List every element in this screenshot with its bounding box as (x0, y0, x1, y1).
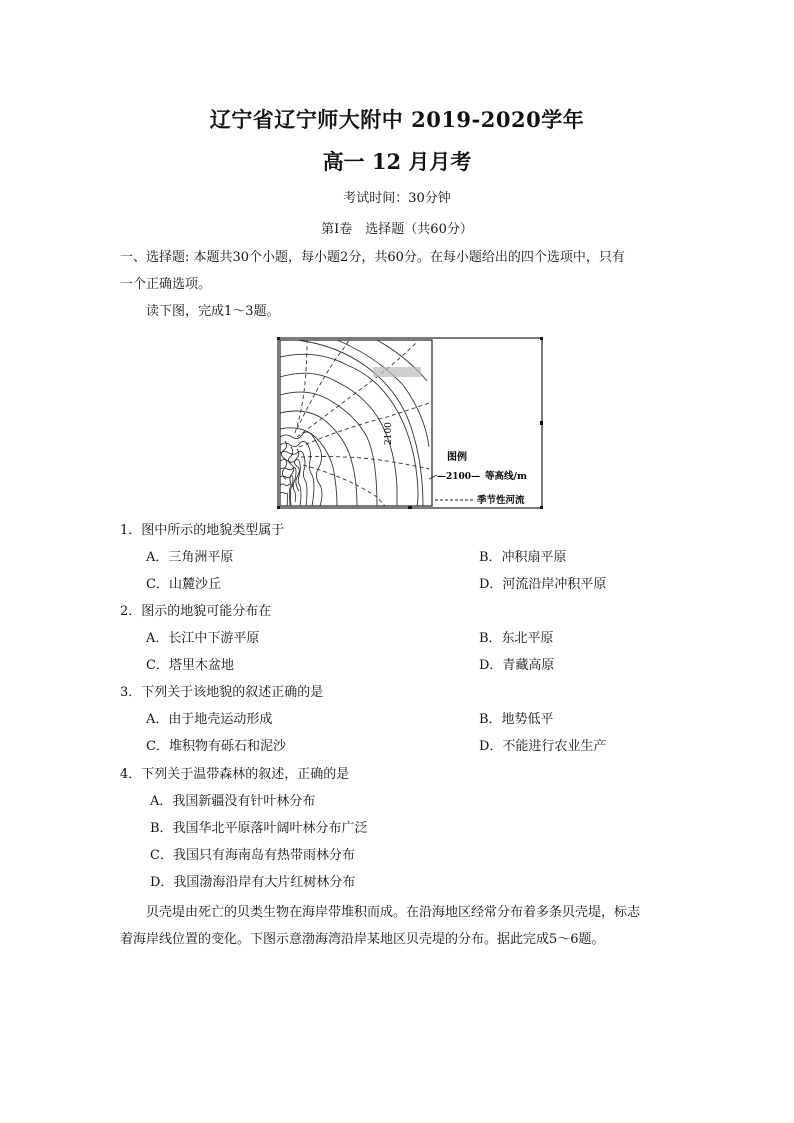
legend-contour-marker: —2100— (437, 472, 481, 482)
question-3-option-d[interactable]: D．不能进行农业生产 (479, 739, 607, 754)
section-heading: 第Ⅰ卷 选择题（共60分） (321, 222, 473, 237)
question-4-option-c[interactable]: C．我国只有海南岛有热带雨林分布 (150, 848, 355, 863)
question-1-option-c[interactable]: C．山麓沙丘 (146, 577, 221, 592)
question-2-option-d[interactable]: D．青藏高原 (479, 658, 555, 673)
instructions-line-1: 一、选择题: 本题共30个小题，每小题2分，共60分。在每小题给出的四个选项中，只有 (120, 250, 625, 265)
instructions-line-2: 一个正确选项。 (120, 277, 212, 292)
passage-line-1: 贝壳堤由死亡的贝类生物在海岸带堆积而成。在沿海地区经常分布着多条贝壳堤，标志 (146, 905, 641, 920)
question-3-option-b[interactable]: B．地势低平 (479, 712, 554, 727)
question-1-stem: 1．图中所示的地貌类型属于 (120, 523, 285, 538)
figure-prompt: 读下图，完成1～3题。 (146, 304, 280, 319)
question-2-stem: 2．图示的地貌可能分布在 (120, 604, 272, 619)
contour-value-label: 2100 (384, 422, 394, 445)
blurred-label (373, 367, 421, 377)
question-3-stem: 3．下列关于该地貌的叙述正确的是 (120, 685, 324, 700)
contour-map-figure (277, 337, 543, 509)
question-4-option-b[interactable]: B．我国华北平原落叶阔叶林分布广泛 (150, 821, 368, 836)
legend-title: 图例 (447, 452, 467, 463)
question-1-option-d[interactable]: D．河流沿岸冲积平原 (479, 577, 607, 592)
exam-time: 考试时间：30分钟 (343, 191, 451, 206)
question-3-option-a[interactable]: A．由于地壳运动形成 (146, 712, 273, 727)
question-2-option-b[interactable]: B．东北平原 (479, 631, 554, 646)
exam-subtitle: 高一 12 月月考 (322, 149, 472, 174)
question-4-stem: 4．下列关于温带森林的叙述，正确的是 (120, 767, 350, 782)
question-4-option-d[interactable]: D．我国渤海沿岸有大片红树林分布 (150, 875, 356, 890)
question-4-option-a[interactable]: A．我国新疆没有针叶林分布 (150, 794, 316, 809)
question-2-option-c[interactable]: C．塔里木盆地 (146, 658, 234, 673)
legend-river-label: 季节性河流 (477, 495, 525, 506)
question-2-option-a[interactable]: A．长江中下游平原 (146, 631, 260, 646)
question-3-option-c[interactable]: C．堆积物有砾石和泥沙 (146, 739, 286, 754)
instructions (120, 244, 690, 298)
question-1-option-b[interactable]: B．冲积扇平原 (479, 550, 567, 565)
legend-contour-label: 等高线/m (485, 471, 528, 482)
passage-line-2: 着海岸线位置的变化。下图示意渤海湾沿岸某地区贝壳堤的分布。据此完成5～6题。 (120, 932, 605, 947)
question-1-option-a[interactable]: A．三角洲平原 (146, 550, 234, 565)
passage (120, 899, 690, 953)
exam-title: 辽宁省辽宁师大附中 2019-2020学年 (209, 107, 585, 132)
